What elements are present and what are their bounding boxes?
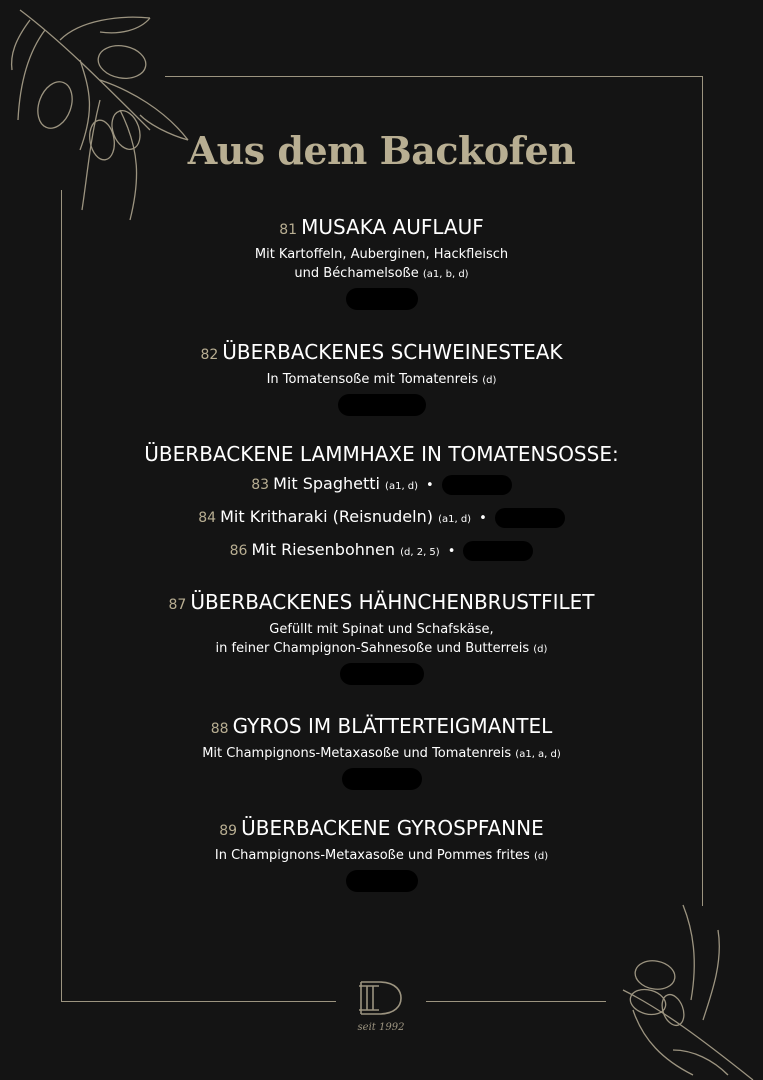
item-name: Mit Kritharaki (Reisnudeln) [220, 507, 433, 526]
item-allergens: (d) [533, 644, 548, 655]
price-redacted [442, 475, 512, 495]
menu-item-87 [60, 589, 703, 689]
price-redacted [342, 768, 422, 790]
item-description-line1: Mit Kartoffeln, Auberginen, Hackfleisch [254, 247, 509, 262]
item-name: MUSAKA AUFLAUF [301, 215, 484, 239]
item-description-2 [60, 264, 703, 284]
item-number: 84 [198, 510, 217, 526]
item-description [60, 620, 703, 639]
item-allergens: (a1, b, d) [422, 269, 469, 280]
price-redacted [346, 288, 418, 310]
d-column-logo-icon [357, 978, 405, 1018]
olive-branch-top-left-icon [0, 0, 200, 230]
sub-item-86 [60, 535, 703, 568]
item-allergens: (d) [533, 851, 549, 862]
menu-item-81 [60, 214, 703, 314]
restaurant-logo [340, 978, 422, 1033]
frame-bottom-line-left [61, 1001, 336, 1002]
item-number: 82 [200, 347, 219, 363]
item-description-line1: Mit Champignons-Metaxasoße und Tomatenreis [202, 746, 512, 761]
price-redacted [495, 508, 565, 528]
price-redacted [338, 394, 426, 416]
item-allergens: (a1, d) [438, 514, 472, 525]
menu-group-lammhaxe [60, 441, 703, 568]
item-description [60, 744, 703, 764]
section-title: Aus dem Backofen [187, 128, 576, 173]
item-number: 89 [219, 823, 238, 839]
item-description [60, 370, 703, 390]
bullet: • [426, 478, 434, 493]
item-name: Mit Spaghetti [273, 474, 380, 493]
item-name: Mit Riesenbohnen [251, 540, 395, 559]
item-description-line1: In Champignons-Metaxasoße und Pommes frites [214, 848, 530, 863]
item-number: 86 [229, 543, 248, 559]
item-allergens: (a1, a, d) [515, 749, 561, 760]
price-redacted [463, 541, 533, 561]
item-description [60, 846, 703, 866]
frame-bottom-line-right [426, 1001, 606, 1002]
item-allergens: (d) [482, 375, 497, 386]
item-title [60, 339, 703, 368]
sub-item-84 [60, 502, 703, 535]
price-redacted [346, 870, 418, 892]
menu-item-88 [60, 713, 703, 794]
item-name: ÜBERBACKENES HÄHNCHENBRUSTFILET [190, 590, 595, 614]
item-number: 88 [210, 721, 229, 737]
item-description-line1: In Tomatensoße mit Tomatenreis [266, 372, 479, 387]
item-name: ÜBERBACKENES SCHWEINESTEAK [222, 340, 563, 364]
frame-top-line [165, 76, 703, 77]
olive-branch-bottom-right-icon [613, 900, 763, 1080]
item-description-line2: und Béchamelsoße [294, 266, 419, 281]
item-allergens: (d, 2, 5) [400, 547, 440, 558]
sub-item-83 [60, 469, 703, 502]
item-description-line1: Gefüllt mit Spinat und Schafskäse, [269, 622, 494, 637]
item-title [60, 214, 703, 243]
since-label: seit 1992 [357, 1022, 405, 1033]
item-number: 87 [168, 597, 187, 613]
item-title [60, 815, 703, 844]
group-heading: ÜBERBACKENE LAMMHAXE IN TOMATENSOSSE: [144, 442, 619, 466]
bullet: • [479, 511, 487, 526]
item-title [60, 589, 703, 618]
item-title [60, 713, 703, 742]
item-name: GYROS IM BLÄTTERTEIGMANTEL [232, 714, 553, 738]
item-description [60, 245, 703, 264]
bullet: • [447, 544, 456, 559]
menu-item-82 [60, 339, 703, 420]
item-description-2 [60, 639, 703, 659]
price-redacted [340, 663, 424, 685]
item-number: 83 [251, 477, 270, 493]
item-description-line2: in feiner Champignon-Sahnesoße und Butterreis [215, 641, 530, 656]
item-name: ÜBERBACKENE GYROSPFANNE [241, 816, 544, 840]
menu-item-89 [60, 815, 703, 896]
item-allergens: (a1, d) [385, 481, 419, 492]
item-number: 81 [279, 222, 298, 238]
